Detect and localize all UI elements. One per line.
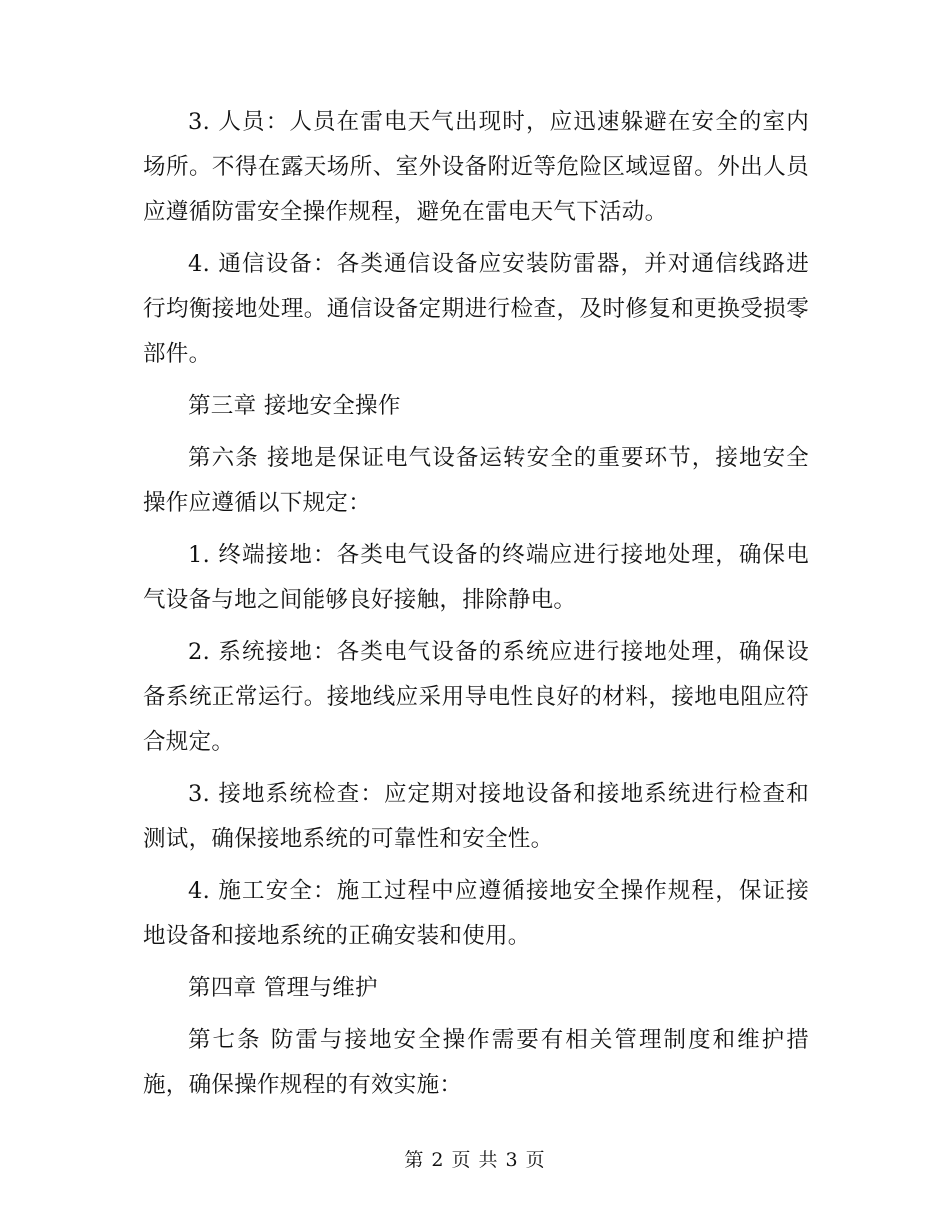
article-6: 第六条 接地是保证电气设备运转安全的重要环节，接地安全操作应遵循以下规定： [143,445,809,516]
document-body [143,100,809,1115]
paragraph-construction-safety: 4. 施工安全：施工过程中应遵循接地安全操作规程，保证接地设备和接地系统的正确安装和使用。 [143,878,809,949]
chapter-heading-4: 第四章 管理与维护 [188,975,378,1001]
paragraph-communication-equipment: 4. 通信设备：各类通信设备应安装防雷器，并对通信线路进行均衡接地处理。通信设备定期进行检查，及时修复和更换受损零部件。 [143,251,809,367]
page-number-footer: 第 2 页 共 3 页 [404,1149,546,1171]
paragraph-system-grounding: 2. 系统接地：各类电气设备的系统应进行接地处理，确保设备系统正常运行。接地线应采用导电性良好的材料，接地电阻应符合规定。 [143,639,809,755]
paragraph-personnel: 3. 人员：人员在雷电天气出现时，应迅速躲避在安全的室内场所。不得在露天场所、室外设备附近等危险区域逗留。外出人员应遵循防雷安全操作规程，避免在雷电天气下活动。 [143,109,809,225]
chapter-heading-3: 第三章 接地安全操作 [188,393,401,419]
article-7: 第七条 防雷与接地安全操作需要有相关管理制度和维护措施，确保操作规程的有效实施： [143,1027,809,1098]
paragraph-grounding-inspection: 3. 接地系统检查：应定期对接地设备和接地系统进行检查和测试，确保接地系统的可靠性和安全性。 [143,781,809,852]
paragraph-terminal-grounding: 1. 终端接地：各类电气设备的终端应进行接地处理，确保电气设备与地之间能够良好接触，排除静电。 [143,542,809,613]
